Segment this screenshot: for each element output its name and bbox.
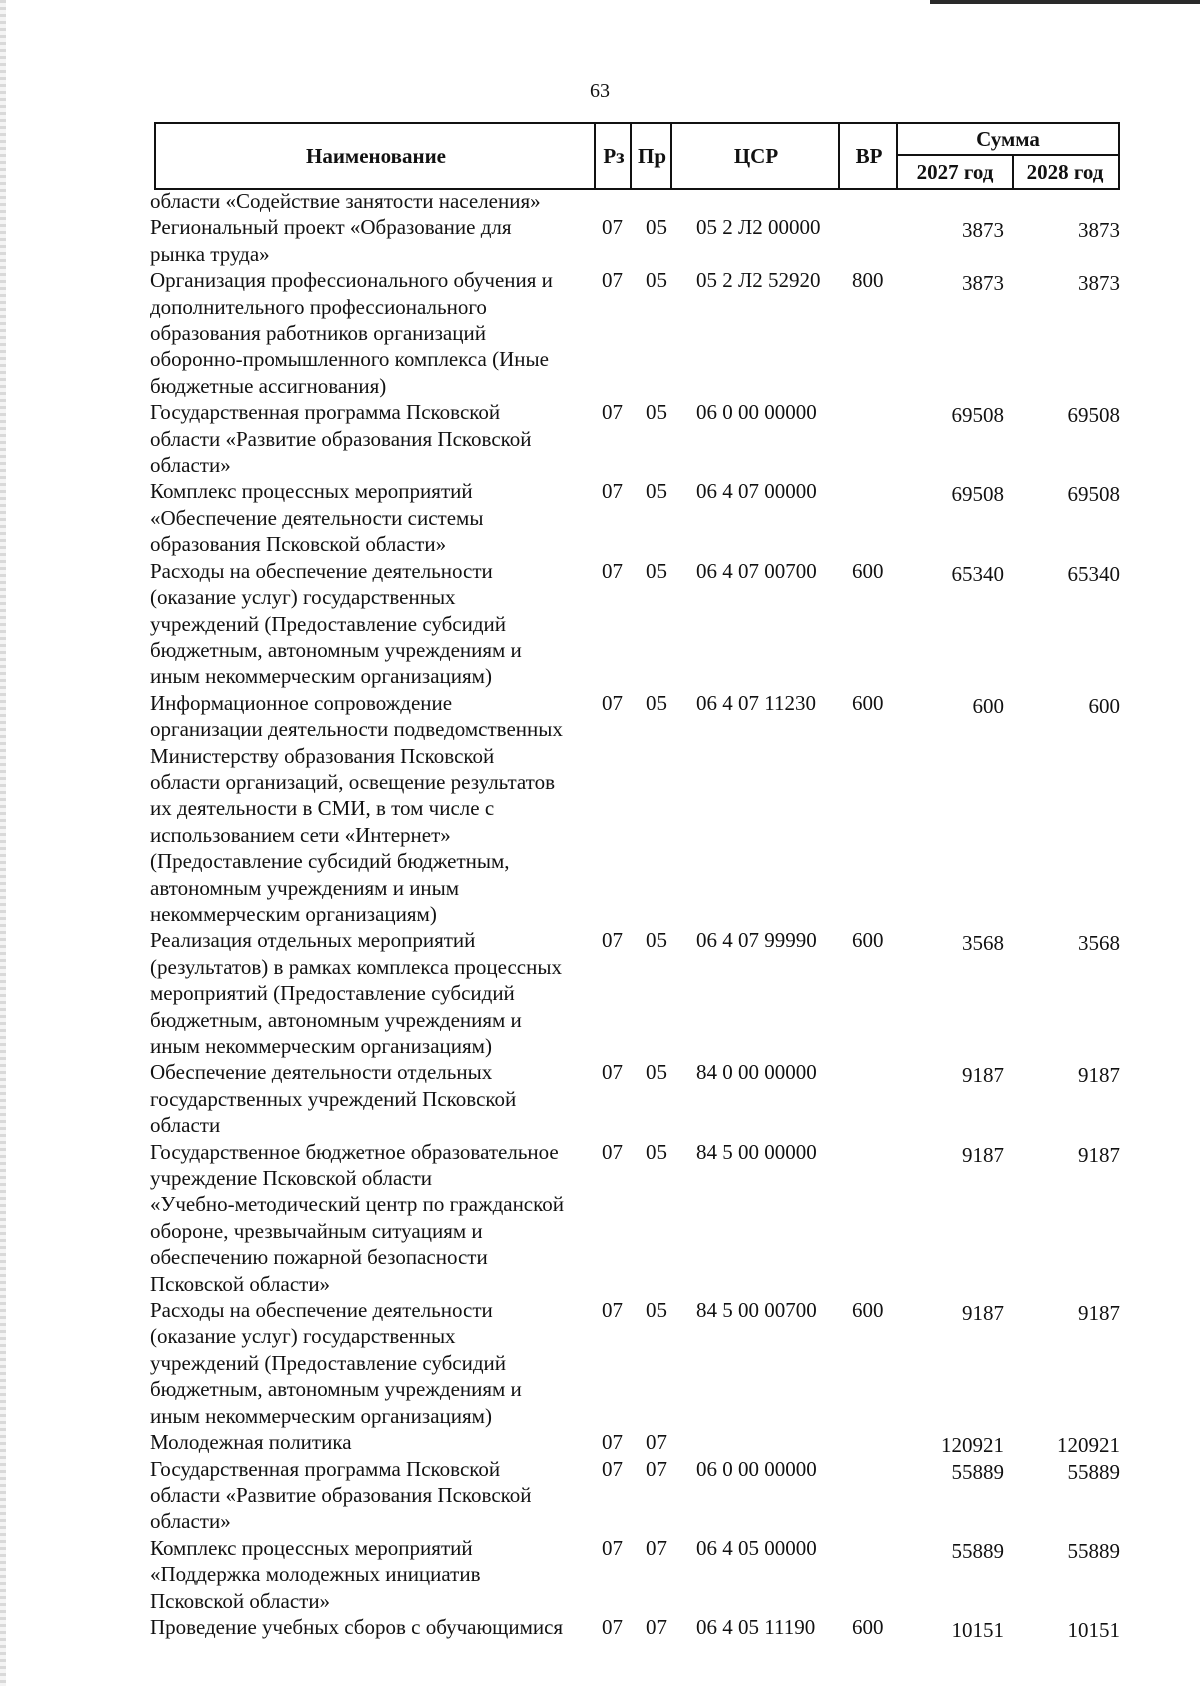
row-name <box>150 927 590 1059</box>
row-name-line: Реализация отдельных мероприятий <box>150 928 476 953</box>
row-sum-2027: 69508 <box>951 403 1004 428</box>
row-sum-2028: 3873 <box>1078 271 1120 296</box>
row-sum-2028: 69508 <box>1067 482 1120 507</box>
row-name <box>150 1059 590 1138</box>
header-year-2027: 2027 год <box>916 159 994 184</box>
table-body <box>0 188 1200 1640</box>
row-sum-2028: 9187 <box>1078 1063 1120 1088</box>
header-sum: Сумма <box>976 126 1040 151</box>
row-sum-2027: 120921 <box>941 1433 1004 1458</box>
row-csr: 06 0 00 00000 <box>696 1456 817 1481</box>
row-vr: 600 <box>852 1298 884 1323</box>
row-name-line: области <box>150 1113 221 1138</box>
row-pr: 05 <box>646 1139 667 1164</box>
table-row <box>0 478 1200 557</box>
row-rz: 07 <box>602 1430 623 1455</box>
row-name-line: Расходы на обеспечение деятельности <box>150 558 493 583</box>
row-name-line: образования работников организаций <box>150 321 486 346</box>
table-row <box>0 1429 1200 1458</box>
row-rz: 07 <box>602 1614 623 1639</box>
row-pr: 05 <box>646 1298 667 1323</box>
row-name-line: Комплекс процессных мероприятий <box>150 1535 473 1560</box>
row-sum-2028: 600 <box>1088 693 1120 718</box>
row-pr: 05 <box>646 558 667 583</box>
row-name-line: автономным учреждениям и иным <box>150 875 460 900</box>
row-vr: 600 <box>852 928 884 953</box>
table-row <box>0 399 1200 478</box>
row-name <box>150 267 590 399</box>
row-name <box>150 1535 590 1614</box>
row-name-line: государственных учреждений Псковской <box>150 1086 517 1111</box>
row-name-line: области» <box>150 1509 231 1534</box>
row-name <box>150 399 590 478</box>
row-sum-2027: 3873 <box>962 271 1004 296</box>
row-name-line: организации деятельности подведомственных <box>150 717 563 742</box>
row-rz: 07 <box>602 1535 623 1560</box>
row-rz: 07 <box>602 479 623 504</box>
row-name-line: Министерству образования Псковской <box>150 743 495 768</box>
table-row <box>0 188 1200 214</box>
row-name <box>150 1429 590 1455</box>
row-name <box>150 478 590 557</box>
row-name-line: некоммерческим организациям) <box>150 901 437 926</box>
row-sum-2028: 10151 <box>1067 1617 1120 1642</box>
row-name-line: Государственная программа Псковской <box>150 400 501 425</box>
header-pr: Пр <box>637 143 666 168</box>
row-pr: 07 <box>646 1456 667 1481</box>
row-pr: 07 <box>646 1614 667 1639</box>
row-csr: 06 4 07 11230 <box>696 690 816 715</box>
header-csr: ЦСР <box>733 143 779 168</box>
row-sum-2027: 55889 <box>951 1538 1004 1563</box>
row-name-line: использованием сети «Интернет» <box>150 822 451 847</box>
row-csr: 06 4 07 00000 <box>696 479 817 504</box>
row-sum-2027: 55889 <box>951 1459 1004 1484</box>
row-name-line: Псковской области» <box>150 1588 331 1613</box>
row-pr: 05 <box>646 479 667 504</box>
table-row <box>0 214 1200 267</box>
row-name-line: бюджетные ассигнования) <box>150 373 387 398</box>
row-csr: 06 0 00 00000 <box>696 400 817 425</box>
row-csr: 05 2 Л2 00000 <box>696 215 821 240</box>
row-name-line: учреждений (Предоставление субсидий <box>150 611 507 636</box>
row-name-line: области «Содействие занятости населения» <box>150 189 541 213</box>
row-vr: 600 <box>852 1614 884 1639</box>
row-rz: 07 <box>602 1298 623 1323</box>
row-sum-2028: 55889 <box>1067 1459 1120 1484</box>
row-sum-2028: 69508 <box>1067 403 1120 428</box>
row-sum-2028: 120921 <box>1057 1433 1120 1458</box>
row-name-line: Региональный проект «Образование для <box>150 215 512 240</box>
row-name-line: Молодежная политика <box>150 1430 352 1455</box>
row-pr: 05 <box>646 268 667 293</box>
row-name <box>150 188 590 214</box>
row-pr: 05 <box>646 928 667 953</box>
row-csr: 06 4 07 99990 <box>696 928 817 953</box>
row-name-line: мероприятий (Предоставление субсидий <box>150 981 515 1006</box>
row-csr: 06 4 05 00000 <box>696 1535 817 1560</box>
row-csr: 06 4 05 11190 <box>696 1614 816 1639</box>
row-name-line: Расходы на обеспечение деятельности <box>150 1298 493 1323</box>
row-name-line: «Поддержка молодежных инициатив <box>150 1562 481 1587</box>
scan-top-edge <box>930 0 1200 4</box>
row-rz: 07 <box>602 1456 623 1481</box>
row-name-line: Комплекс процессных мероприятий <box>150 479 473 504</box>
row-name-line: обороне, чрезвычайным ситуациям и <box>150 1218 483 1243</box>
row-name-line: обеспечению пожарной безопасности <box>150 1245 488 1270</box>
row-pr: 05 <box>646 215 667 240</box>
row-name <box>150 1139 590 1297</box>
table-row <box>0 690 1200 928</box>
row-csr: 84 0 00 00000 <box>696 1060 817 1085</box>
row-pr: 07 <box>646 1535 667 1560</box>
row-sum-2027: 65340 <box>951 561 1004 586</box>
row-csr: 05 2 Л2 52920 <box>696 268 821 293</box>
page-number: 63 <box>590 80 610 102</box>
row-sum-2028: 3873 <box>1078 218 1120 243</box>
row-name-line: области «Развитие образования Псковской <box>150 426 532 451</box>
row-name-line: Обеспечение деятельности отдельных <box>150 1060 493 1085</box>
row-name-line: (результатов) в рамках комплекса процессных <box>150 954 562 979</box>
table-row <box>0 1535 1200 1614</box>
table-row <box>0 1139 1200 1297</box>
row-sum-2027: 10151 <box>951 1617 1004 1642</box>
row-sum-2027: 3873 <box>962 218 1004 243</box>
row-name-line: оборонно-промышленного комплекса (Иные <box>150 347 549 372</box>
table-row <box>0 927 1200 1059</box>
row-name-line: области организаций, освещение результатов <box>150 769 555 794</box>
row-name <box>150 558 590 690</box>
table-row <box>0 558 1200 690</box>
row-vr: 600 <box>852 690 884 715</box>
row-name-line: Государственная программа Псковской <box>150 1456 501 1481</box>
row-name-line: бюджетным, автономным учреждениям и <box>150 637 522 662</box>
row-name-line: Организация профессионального обучения и <box>150 268 553 293</box>
row-name-line: Информационное сопровождение <box>150 690 453 715</box>
row-name <box>150 214 590 267</box>
table-row <box>0 267 1200 399</box>
row-name-line: (оказание услуг) государственных <box>150 1324 456 1349</box>
table-header <box>154 122 1120 190</box>
row-name-line: Псковской области» <box>150 1271 331 1296</box>
row-name-line: Государственное бюджетное образовательное <box>150 1139 559 1164</box>
row-csr: 06 4 07 00700 <box>696 558 817 583</box>
row-name-line: иным некоммерческим организациям) <box>150 1403 492 1428</box>
row-rz: 07 <box>602 268 623 293</box>
row-name-line: (Предоставление субсидий бюджетным, <box>150 849 510 874</box>
row-sum-2028: 55889 <box>1067 1538 1120 1563</box>
row-vr: 800 <box>852 268 884 293</box>
row-name <box>150 1297 590 1429</box>
row-pr: 05 <box>646 690 667 715</box>
header-name: Наименование <box>306 143 446 168</box>
table-row <box>0 1059 1200 1138</box>
row-pr: 05 <box>646 400 667 425</box>
row-sum-2028: 65340 <box>1067 561 1120 586</box>
table-row <box>0 1297 1200 1429</box>
row-name-line: их деятельности в СМИ, в том числе с <box>150 796 495 821</box>
header-rz: Рз <box>603 143 625 168</box>
table-row <box>0 1456 1200 1535</box>
row-name-line: «Обеспечение деятельности системы <box>150 505 484 530</box>
row-sum-2028: 3568 <box>1078 931 1120 956</box>
row-rz: 07 <box>602 215 623 240</box>
row-name <box>150 1456 590 1535</box>
row-name-line: «Учебно-методический центр по гражданской <box>150 1192 565 1217</box>
row-name-line: образования Псковской области» <box>150 532 447 557</box>
header-vr: ВР <box>855 143 883 168</box>
row-name <box>150 690 590 928</box>
row-pr: 05 <box>646 1060 667 1085</box>
row-rz: 07 <box>602 690 623 715</box>
row-rz: 07 <box>602 928 623 953</box>
row-name-line: иным некоммерческим организациям) <box>150 1034 492 1058</box>
table-row <box>0 1614 1200 1640</box>
row-name-line: Проведение учебных сборов с обучающимися <box>150 1614 564 1639</box>
row-sum-2027: 69508 <box>951 482 1004 507</box>
row-rz: 07 <box>602 1060 623 1085</box>
header-year-2028: 2028 год <box>1026 159 1104 184</box>
row-sum-2027: 9187 <box>962 1142 1004 1167</box>
row-name-line: (оказание услуг) государственных <box>150 585 456 610</box>
row-sum-2028: 9187 <box>1078 1142 1120 1167</box>
row-name-line: учреждений (Предоставление субсидий <box>150 1350 507 1375</box>
row-name-line: области «Развитие образования Псковской <box>150 1482 532 1507</box>
row-csr: 84 5 00 00000 <box>696 1139 817 1164</box>
row-name-line: учреждение Псковской области <box>150 1166 433 1191</box>
row-sum-2028: 9187 <box>1078 1301 1120 1326</box>
row-pr: 07 <box>646 1430 667 1455</box>
row-name-line: рынка труда» <box>150 241 270 266</box>
row-rz: 07 <box>602 400 623 425</box>
row-rz: 07 <box>602 1139 623 1164</box>
row-sum-2027: 9187 <box>962 1301 1004 1326</box>
row-vr: 600 <box>852 558 884 583</box>
row-sum-2027: 3568 <box>962 931 1004 956</box>
row-name-line: дополнительного профессионального <box>150 294 487 319</box>
row-csr: 84 5 00 00700 <box>696 1298 817 1323</box>
row-name-line: иным некоммерческим организациям) <box>150 664 492 689</box>
row-sum-2027: 9187 <box>962 1063 1004 1088</box>
row-name-line: бюджетным, автономным учреждениям и <box>150 1377 522 1402</box>
row-sum-2027: 600 <box>972 693 1004 718</box>
row-name <box>150 1614 590 1640</box>
row-name-line: бюджетным, автономным учреждениям и <box>150 1007 522 1032</box>
row-rz: 07 <box>602 558 623 583</box>
row-name-line: области» <box>150 453 231 478</box>
